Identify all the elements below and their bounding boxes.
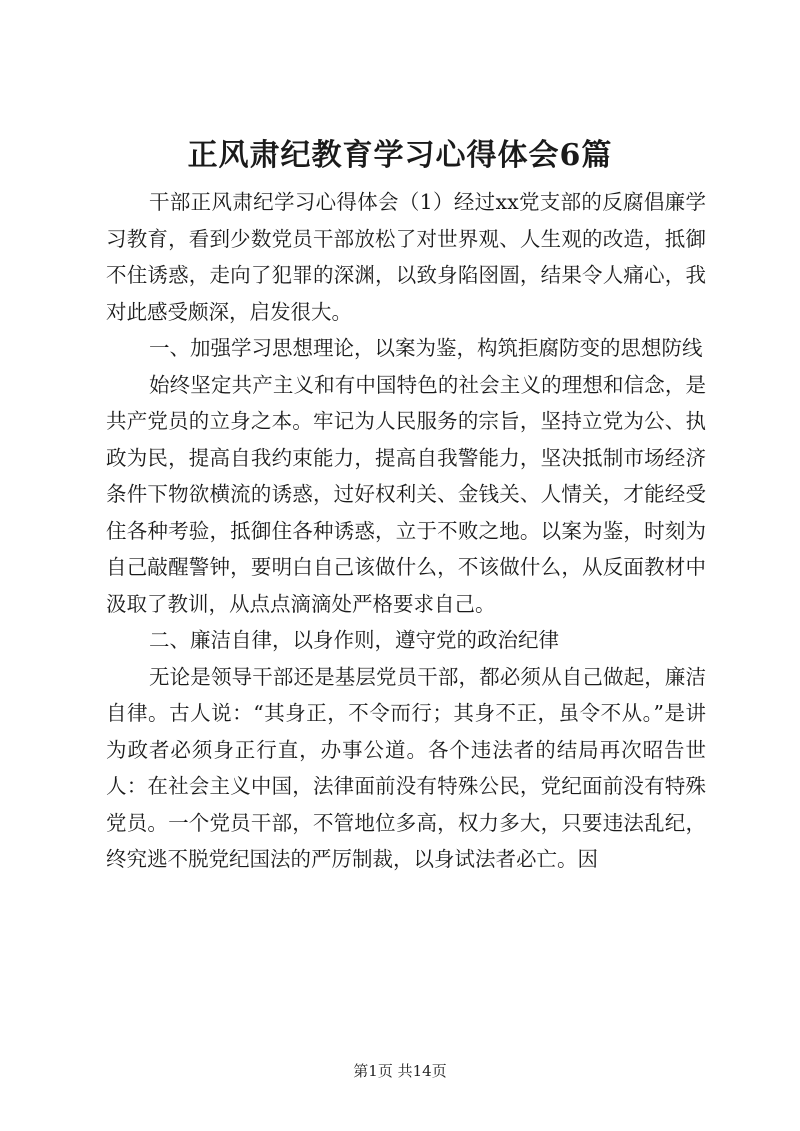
paragraph-section-1: 始终坚定共产主义和有中国特色的社会主义的理想和信念，是共产党员的立身之本。牢记为人民服务的宗旨，坚持立党为公、执政为民，提高自我约束能力，提高自我警能力，坚决抵制市场经济条件下物欲横流的诱惑，过好权利关、金钱关、人情关，才能经受住各种考验，抵御住各种诱惑，立于不败之地。以案为鉴，时刻为自己敲醒警钟，要明白自己该做什么，不该做什么，从反面教材中汲取了教训，从点点滴滴处严格要求自己。 — [106, 372, 706, 616]
section-heading-2: 二、廉洁自律，以身作则，遵守党的政治纪律 — [149, 628, 560, 652]
paragraph-section-2: 无论是领导干部还是基层党员干部，都必须从自己做起，廉洁自律。古人说：“其身正，不令而行；其身不正，虽令不从。”是讲为政者必须身正行直，办事公道。各个违法者的结局再次昭告世人：在社会主义中国，法律面前没有特殊公民，党纪面前没有特殊党员。一个党员干部，不管地位多高，权力多大，只要违法乱纪，终究逃不脱党纪国法的严厉制裁，以身试法者必亡。因 — [106, 664, 706, 871]
section-heading-1: 一、加强学习思想理论，以案为鉴，构筑拒腐防变的思想防线 — [149, 336, 703, 360]
document-title: 正风肃纪教育学习心得体会6篇 — [187, 138, 613, 173]
document-body — [106, 184, 706, 878]
page-number-footer: 第1页 共14页 — [353, 1062, 447, 1080]
paragraph-intro: 干部正风肃纪学习心得体会（1）经过xx党支部的反腐倡廉学习教育，看到少数党员干部放松了对世界观、人生观的改造，抵御不住诱惑，走向了犯罪的深渊，以致身陷囹圄，结果令人痛心，我对此感受颇深，启发很大。 — [106, 190, 706, 324]
